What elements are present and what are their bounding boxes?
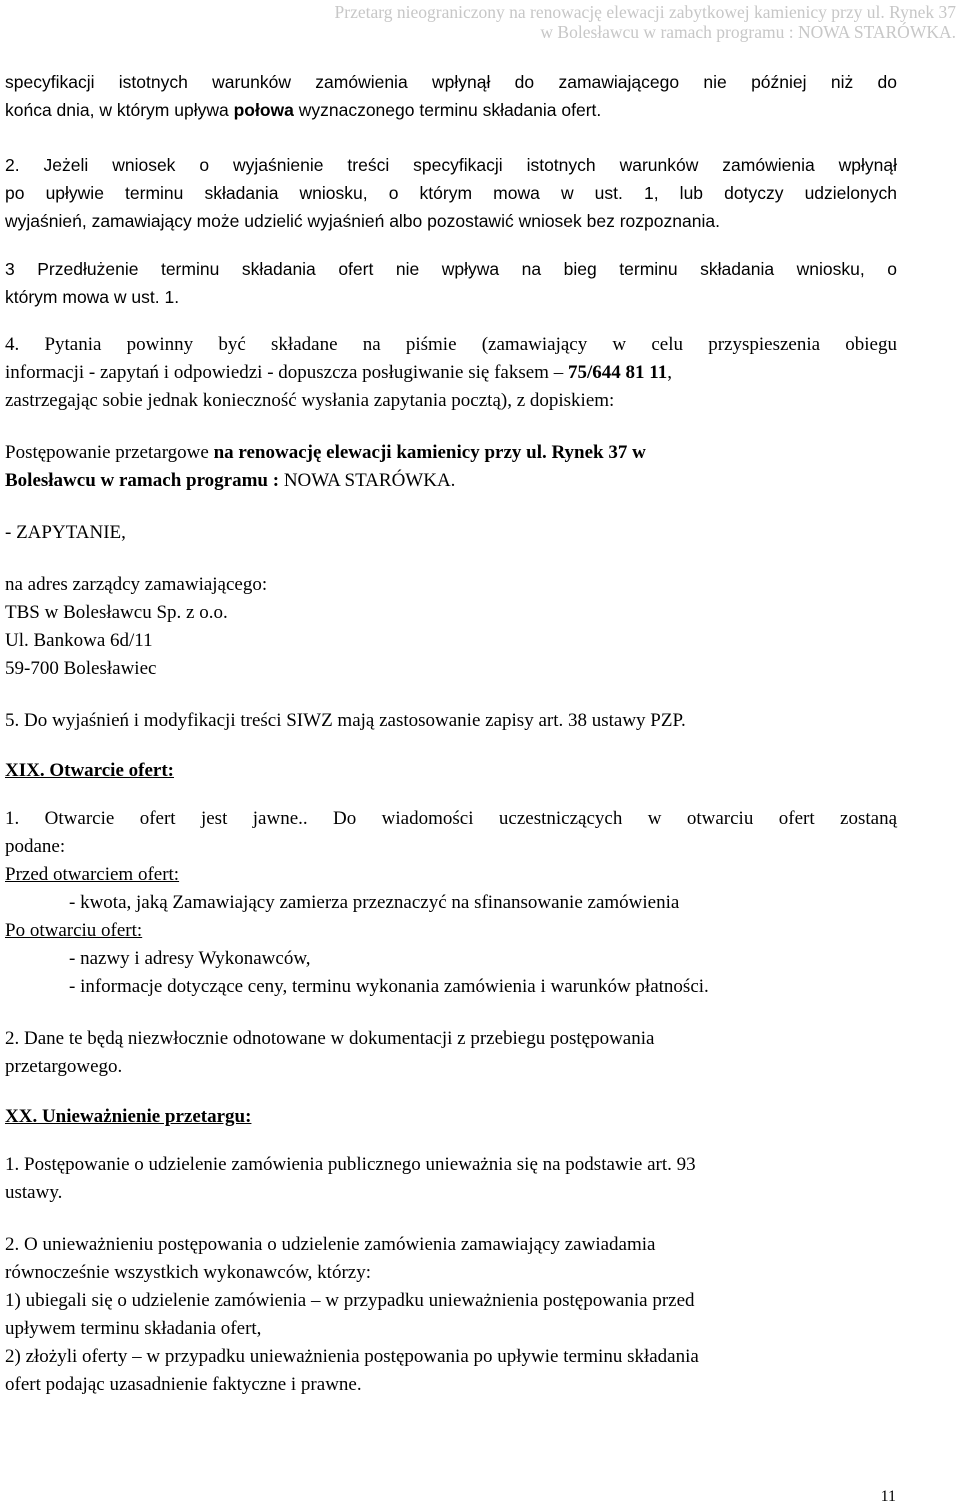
s1-text-c: wyznaczonego terminu składania ofert. [293,100,602,120]
post-line-2 [5,467,897,495]
page-number: 11 [880,1488,896,1505]
header-line-2: w Bolesławcu w ramach programu : NOWA STARÓWKA. [540,22,956,42]
xix-point-2 [5,1025,897,1081]
address-block [5,571,897,683]
s2-line-2: po upływie terminu składania wniosku, o którym mowa w ust. 1, lub dotyczy udzielonych [5,183,897,203]
addr-line-1: na adres zarządcy zamawiającego: [5,574,268,595]
xx-heading [5,1103,897,1131]
xx-p2-line-3: 1) ubiegali się o udzielenie zamówienia – w przypadku unieważnienia postępowania przed [5,1290,695,1311]
s1-text-a: końca dnia, w którym upływa [5,100,234,120]
post-line-1 [5,439,897,467]
xx-title: XX. Unieważnienie przetargu: [5,1106,252,1127]
postepowanie-block [5,439,897,495]
xix-title: XIX. Otwarcie ofert: [5,760,174,781]
xix-p2-line-2: przetargowego. [5,1056,123,1077]
after-opening-item-1: - nazwy i adresy Wykonawców, [69,948,311,969]
xx-point-2 [5,1231,897,1399]
xix-p2-line-1: 2. Dane te będą niezwłocznie odnotowane w dokumentacji z przebiegu postępowania [5,1028,655,1049]
xix-point-1 [5,805,897,1001]
s4-text-a: informacji - zapytań i odpowiedzi - dopuszcza posługiwanie się faksem – [5,362,568,383]
s1-bold-polowa: połowa [233,100,294,120]
xx-p2-line-2: równocześnie wszystkich wykonawców, którzy: [5,1262,372,1283]
xix-p1-line-1: 1. Otwarcie ofert jest jawne.. Do wiadomości uczestniczących w otwarciu ofert zostaną [5,808,897,829]
header-line-1: Przetarg nieograniczony na renowację elewacji zabytkowej kamienicy przy ul. Rynek 37 [334,2,956,22]
post-text-a: Postępowanie przetargowe [5,442,214,463]
s4-line-1: 4. Pytania powinny być składane na piśmie (zamawiający w celu przyspieszenia obiegu [5,334,897,355]
xix-heading [5,757,897,785]
before-opening-label: Przed otwarciem ofert: [5,864,180,885]
s1-line-2 [5,96,897,124]
xx-p1-line-1: 1. Postępowanie o udzielenie zamówienia publicznego unieważnia się na podstawie art. 93 [5,1154,696,1175]
s4-line-3: zastrzegając sobie jednak konieczność wysłania zapytania pocztą), z dopiskiem: [5,390,615,411]
s1-line-1: specyfikacji istotnych warunków zamówienia wpłynął do zamawiającego nie później niż do [5,72,897,92]
post-bold-c: Bolesławcu w ramach programu : [5,470,284,491]
addr-line-2: TBS w Bolesławcu Sp. z o.o. [5,602,228,623]
after-opening-label: Po otwarciu ofert: [5,920,143,941]
xix-p1-line-2: podane: [5,836,66,857]
section-5: 5. Do wyjaśnień i modyfikacji treści SIWZ mają zastosowanie zapisy art. 38 ustawy PZP. [5,710,686,731]
post-bold-b: na renowację elewacji kamienicy przy ul. Rynek 37 w [213,442,646,463]
xx-p1-line-2: ustawy. [5,1182,63,1203]
running-header [335,2,956,42]
section-1 [5,68,897,124]
post-text-d: NOWA STARÓWKA. [283,470,456,491]
s3-line-1: 3 Przedłużenie terminu składania ofert nie wpływa na bieg terminu składania wniosku, o [5,259,897,279]
xx-p2-line-4: upływem terminu składania ofert, [5,1318,262,1339]
section-3 [5,255,897,311]
xx-p2-line-5: 2) złożyli oferty – w przypadku unieważnienia postępowania po upływie terminu składania [5,1346,699,1367]
zapytanie-label: - ZAPYTANIE, [5,522,126,543]
section-2 [5,151,897,235]
addr-line-4: 59-700 Bolesławiec [5,658,157,679]
section-4 [5,331,897,415]
xx-p2-line-1: 2. O unieważnieniu postępowania o udzielenie zamówienia zamawiający zawiadamia [5,1234,656,1255]
s4-line-2 [5,359,897,387]
fax-number: 75/644 81 11 [567,362,668,383]
before-opening-item: - kwota, jaką Zamawiający zamierza przeznaczyć na sfinansowanie zamówienia [69,892,680,913]
s3-line-2: którym mowa w ust. 1. [5,287,180,307]
document-body [5,68,897,1399]
s4-text-c: , [667,362,672,383]
xx-p2-line-6: ofert podając uzasadnienie faktyczne i prawne. [5,1374,362,1395]
after-opening-item-2: - informacje dotyczące ceny, terminu wykonania zamówienia i warunków płatności. [69,976,709,997]
s2-line-3: wyjaśnień, zamawiający może udzielić wyjaśnień albo pozostawić wniosek bez rozpoznania. [5,211,720,231]
xx-point-1 [5,1151,897,1207]
addr-line-3: Ul. Bankowa 6d/11 [5,630,153,651]
s2-line-1: 2. Jeżeli wniosek o wyjaśnienie treści specyfikacji istotnych warunków zamówienia wpłynął [5,155,897,175]
